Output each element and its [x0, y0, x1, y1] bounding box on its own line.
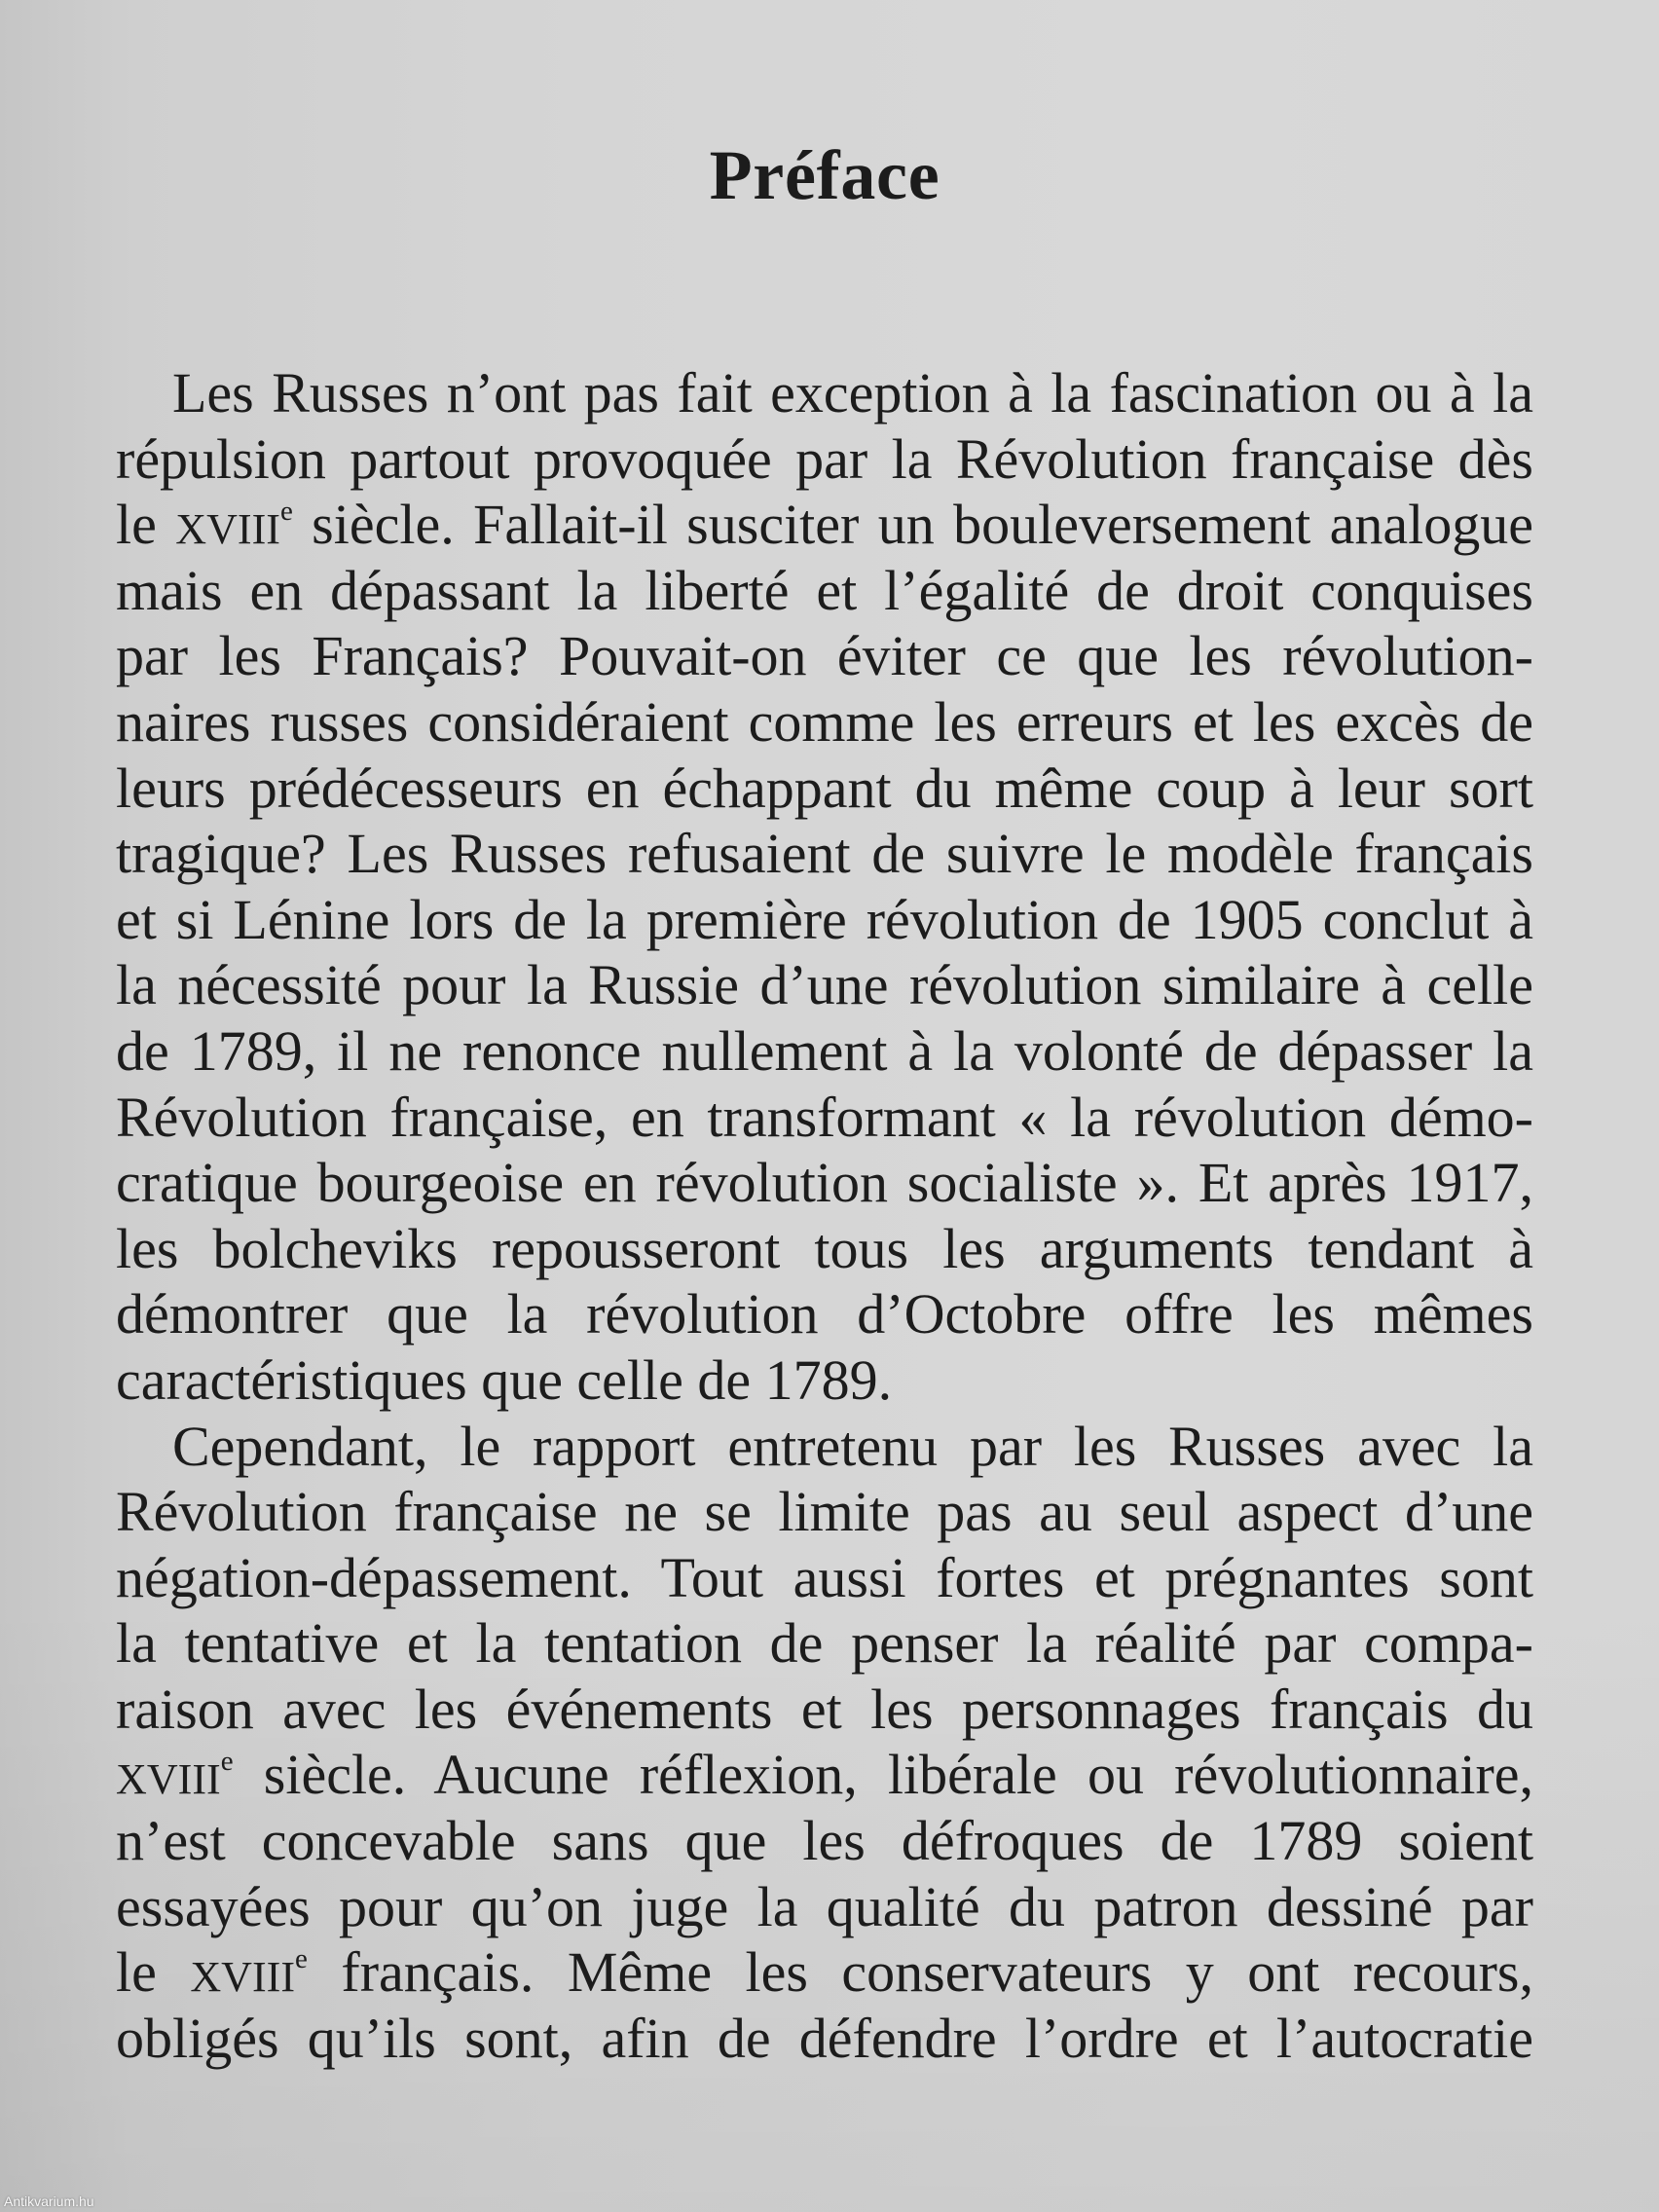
- text-line: caractéristiques que celle de 1789.: [116, 1347, 893, 1412]
- text-line: Révolution française, en transformant « la révolution démo-: [116, 1085, 1533, 1149]
- text-line: cratique bourgeoise en révolution socialiste ». Et après 1917,: [116, 1151, 1533, 1215]
- text-line: essayées pour qu’on juge la qualité du patron dessiné par: [116, 1874, 1533, 1938]
- text-segment: siècle. Aucune réflexion, libérale ou révolutionnaire,: [233, 1743, 1533, 1807]
- text-line: Cependant, le rapport entretenu par les Russes avec la: [172, 1414, 1533, 1478]
- text-line: répulsion partout provoquée par la Révolution française dès: [116, 426, 1533, 491]
- watermark: Antikvarium.hu: [4, 2194, 94, 2209]
- text-line: Les Russes n’ont pas fait exception à la fascination ou à la: [172, 361, 1533, 424]
- text-line: obligés qu’ils sont, afin de défendre l’ordre et l’autocratie: [116, 2006, 1533, 2070]
- text-line: mais en dépassant la liberté et l’égalité de droit conquises: [116, 558, 1533, 622]
- text-line: la nécessité pour la Russie d’une révolution similaire à celle: [116, 953, 1533, 1017]
- text-line: tragique? Les Russes refusaient de suivre le modèle français: [116, 822, 1533, 886]
- century-small-caps: XVIII: [116, 1755, 221, 1804]
- body-text: [116, 360, 1533, 2071]
- text-line: démontrer que la révolution d’Octobre offre les mêmes: [116, 1282, 1533, 1346]
- text-segment: le: [116, 493, 176, 557]
- superscript: e: [295, 1942, 308, 1974]
- text-line: leurs prédécesseurs en échappant du même coup à leur sort: [116, 756, 1533, 820]
- superscript: e: [279, 495, 293, 527]
- text-line: naires russes considéraient comme les erreurs et les excès de: [116, 689, 1533, 754]
- text-segment: français. Même les conservateurs y ont recours,: [307, 1940, 1533, 2005]
- text-line: la tentative et la tentation de penser la réalité par compa-: [116, 1611, 1533, 1676]
- text-segment: le: [116, 1940, 191, 2005]
- text-line: par les Français? Pouvait-on éviter ce que les révolution-: [116, 624, 1533, 688]
- text-line: raison avec les événements et les personnages français du: [116, 1677, 1533, 1741]
- text-segment: siècle. Fallait-il susciter un bouleversement analogue: [292, 493, 1533, 557]
- superscript: e: [220, 1745, 234, 1777]
- text-line: et si Lénine lors de la première révolution de 1905 conclut à: [116, 887, 1533, 951]
- paragraph-1: [116, 360, 1533, 1414]
- text-line: de 1789, il ne renonce nullement à la volonté de dépasser la: [116, 1018, 1533, 1083]
- page-title: Préface: [709, 136, 940, 215]
- text-line: [116, 1939, 1533, 2006]
- text-line: [116, 492, 1533, 558]
- paragraph-2: [116, 1414, 1533, 2072]
- text-line: [116, 1742, 1533, 1808]
- century-small-caps: XVIII: [175, 505, 280, 554]
- text-line: n’est concevable sans que les défroques de 1789 soient: [116, 1809, 1533, 1873]
- text-line: les bolcheviks repousseront tous les arguments tendant à: [116, 1216, 1533, 1280]
- text-line: négation-dépassement. Tout aussi fortes et prégnantes sont: [116, 1545, 1533, 1609]
- century-small-caps: XVIII: [190, 1953, 296, 2002]
- text-line: Révolution française ne se limite pas au seul aspect d’une: [116, 1480, 1533, 1544]
